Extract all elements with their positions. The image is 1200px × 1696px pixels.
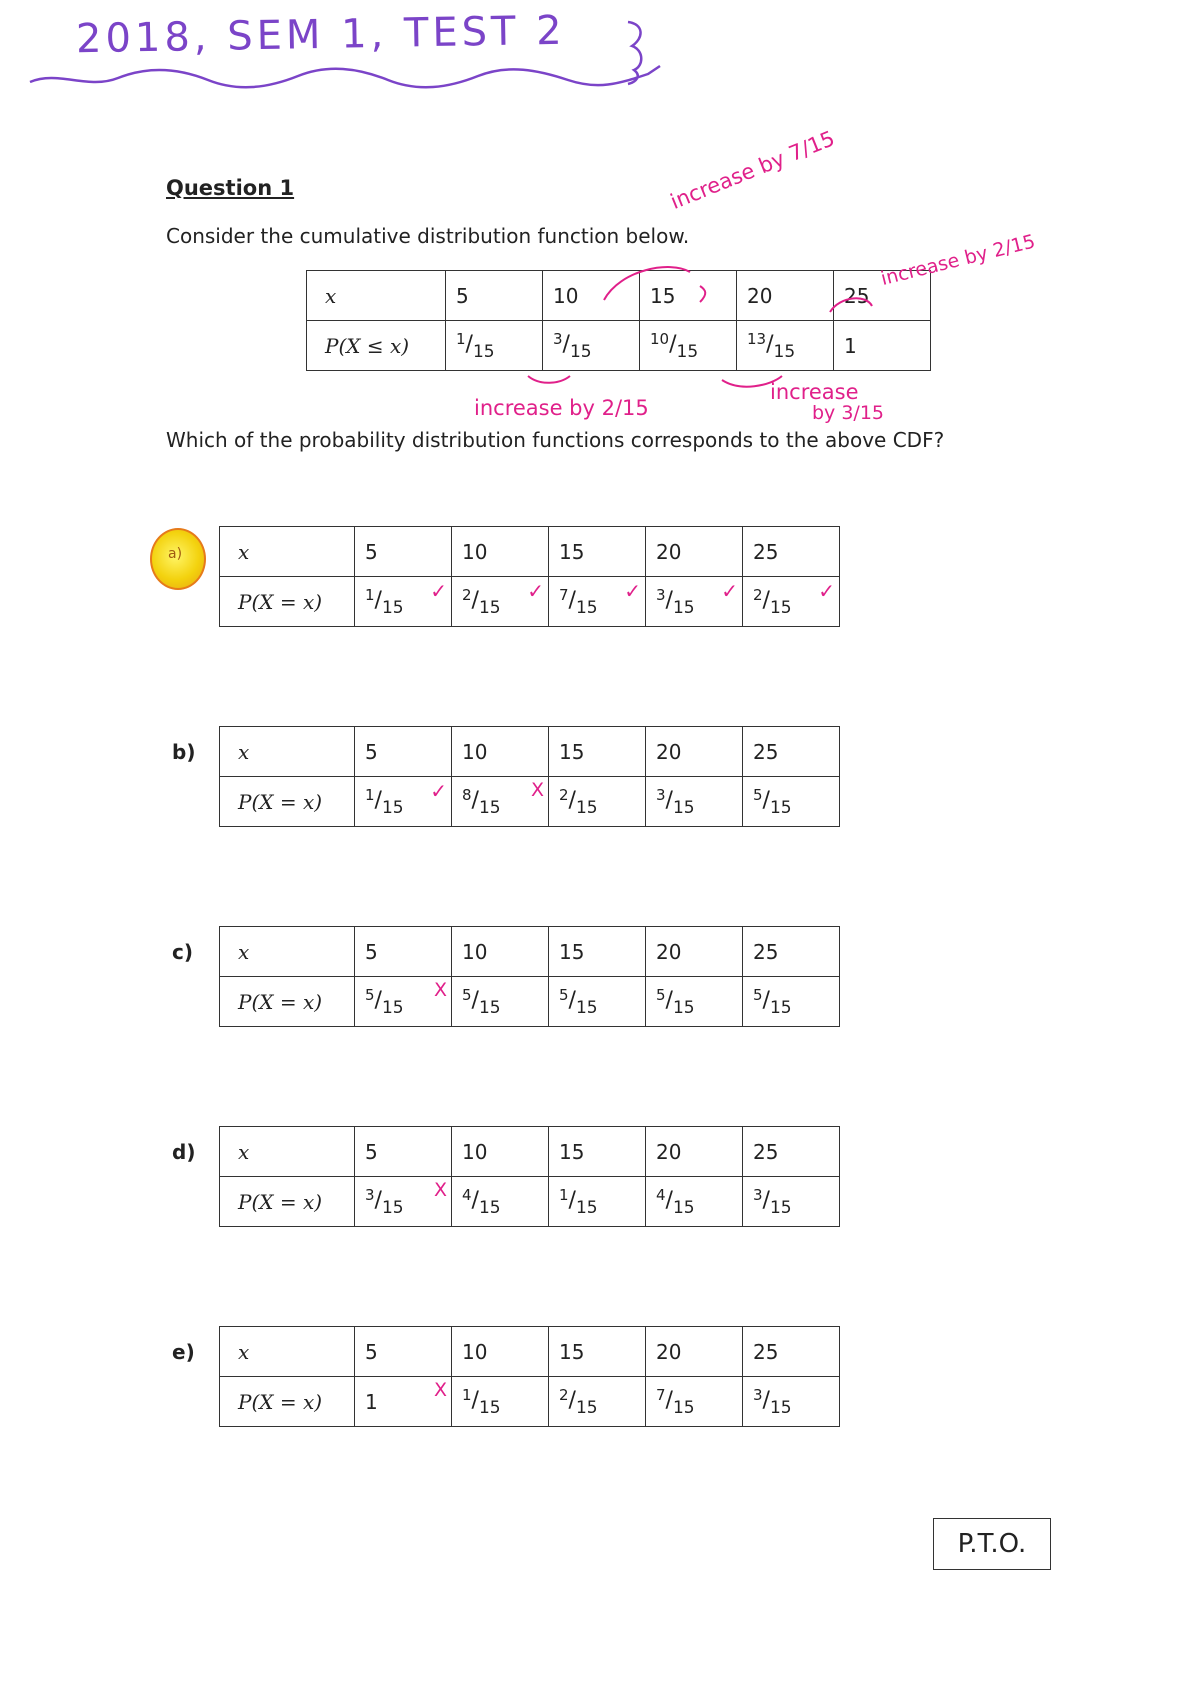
option-p-label: P(X = x) — [220, 777, 355, 827]
fraction — [559, 585, 598, 618]
option-x-label: x — [220, 1327, 355, 1377]
denominator: 15 — [676, 341, 699, 362]
option-label: e) — [172, 1340, 195, 1364]
numerator: 5 — [753, 985, 763, 1004]
option-x-cell: 5 — [355, 527, 452, 577]
numerator: 5 — [462, 985, 472, 1004]
fraction — [656, 1185, 695, 1218]
option-x-cell: 20 — [646, 727, 743, 777]
option-x-cell: 25 — [743, 927, 840, 977]
option-x-label: x — [220, 1127, 355, 1177]
fraction-slash: / — [562, 331, 570, 357]
fraction — [462, 1185, 501, 1218]
tick-mark-icon: ✓ — [430, 579, 447, 603]
denominator: 15 — [569, 341, 592, 362]
option-x-row — [220, 927, 840, 977]
numerator: 3 — [656, 785, 666, 804]
fraction-slash: / — [374, 787, 382, 813]
option-p-cell — [452, 977, 549, 1027]
handwritten-brace — [622, 18, 652, 88]
denominator: 15 — [575, 1197, 598, 1218]
denominator: 15 — [478, 797, 501, 818]
whole-value: 1 — [365, 1389, 378, 1414]
option-p-cell — [743, 1377, 840, 1427]
option-p-cell — [355, 977, 452, 1027]
numerator: 3 — [656, 585, 666, 604]
question-intro: Consider the cumulative distribution function below. — [166, 224, 690, 248]
option-x-row — [220, 1127, 840, 1177]
numerator: 1 — [462, 1385, 472, 1404]
option-x-cell: 15 — [549, 727, 646, 777]
numerator: 5 — [656, 985, 666, 1004]
option-label: d) — [172, 1140, 196, 1164]
fraction — [559, 785, 598, 818]
option-p-row — [220, 577, 840, 627]
annotation-bottom-right-1: increase — [770, 380, 859, 404]
option-p-cell — [549, 1377, 646, 1427]
denominator: 15 — [672, 597, 695, 618]
option-p-cell — [743, 977, 840, 1027]
option-x-cell: 5 — [355, 1327, 452, 1377]
tick-mark-icon: ✓ — [430, 779, 447, 803]
cdf-x-cell: 15 — [640, 271, 737, 321]
fraction-slash: / — [471, 1387, 479, 1413]
annotation-arrows — [500, 260, 920, 400]
option-x-cell: 5 — [355, 1127, 452, 1177]
option-p-cell — [452, 577, 549, 627]
option-x-cell: 15 — [549, 927, 646, 977]
denominator: 15 — [575, 997, 598, 1018]
numerator: 1 — [365, 585, 375, 604]
fraction-slash: / — [568, 987, 576, 1013]
denominator: 15 — [381, 997, 404, 1018]
fraction — [559, 1385, 598, 1418]
denominator: 15 — [773, 341, 796, 362]
denominator: 15 — [478, 597, 501, 618]
denominator: 15 — [478, 1397, 501, 1418]
numerator: 2 — [462, 585, 472, 604]
numerator: 8 — [462, 785, 472, 804]
option-label: b) — [172, 740, 196, 764]
denominator: 15 — [575, 1397, 598, 1418]
numerator: 5 — [365, 985, 375, 1004]
option-p-cell — [549, 777, 646, 827]
option-x-cell: 10 — [452, 527, 549, 577]
option-p-cell — [355, 777, 452, 827]
denominator: 15 — [672, 1397, 695, 1418]
option-table — [219, 1126, 840, 1227]
denominator: 15 — [769, 597, 792, 618]
fraction-slash: / — [471, 1187, 479, 1213]
option-p-cell — [646, 577, 743, 627]
cdf-x-cell: 10 — [543, 271, 640, 321]
option-table — [219, 1326, 840, 1427]
denominator: 15 — [769, 1397, 792, 1418]
option-x-cell: 15 — [549, 1127, 646, 1177]
tick-mark-icon: ✓ — [527, 579, 544, 603]
option-p-cell — [743, 1177, 840, 1227]
numerator: 3 — [553, 329, 563, 348]
tick-mark-icon: ✓ — [624, 579, 641, 603]
fraction-slash: / — [665, 587, 673, 613]
question-heading: Question 1 — [166, 176, 295, 200]
option-x-cell: 10 — [452, 727, 549, 777]
fraction — [365, 585, 404, 618]
option-x-cell: 25 — [743, 1127, 840, 1177]
fraction — [753, 985, 792, 1018]
option-x-row — [220, 727, 840, 777]
fraction-slash: / — [762, 987, 770, 1013]
numerator: 3 — [365, 1185, 375, 1204]
option-p-cell — [355, 577, 452, 627]
denominator: 15 — [769, 1197, 792, 1218]
denominator: 15 — [575, 797, 598, 818]
option-x-cell: 25 — [743, 527, 840, 577]
fraction — [365, 1185, 404, 1218]
cross-mark-icon: X — [433, 979, 447, 1001]
option-table — [219, 926, 840, 1027]
denominator: 15 — [478, 1197, 501, 1218]
fraction — [462, 1385, 501, 1418]
denominator: 15 — [769, 997, 792, 1018]
option-p-cell — [355, 1377, 452, 1427]
option-p-cell — [549, 1177, 646, 1227]
option-p-cell — [646, 777, 743, 827]
fraction — [559, 985, 598, 1018]
numerator: 3 — [753, 1185, 763, 1204]
cdf-x-cell: 5 — [446, 271, 543, 321]
option-x-cell: 10 — [452, 927, 549, 977]
cdf-p-label: P(X ≤ x) — [307, 321, 446, 371]
denominator: 15 — [672, 1197, 695, 1218]
fraction — [462, 785, 501, 818]
denominator: 15 — [769, 797, 792, 818]
option-p-cell — [452, 1177, 549, 1227]
option-p-label: P(X = x) — [220, 977, 355, 1027]
denominator: 15 — [472, 341, 495, 362]
fraction-slash: / — [762, 1387, 770, 1413]
fraction — [753, 1385, 792, 1418]
option-x-cell: 15 — [549, 1327, 646, 1377]
annotation-right: increase by 2/15 — [878, 230, 1038, 290]
fraction-slash: / — [374, 1187, 382, 1213]
option-x-cell: 5 — [355, 927, 452, 977]
numerator: 7 — [656, 1385, 666, 1404]
option-p-cell — [549, 577, 646, 627]
whole-value: 1 — [844, 333, 857, 358]
cdf-x-cell: 25 — [834, 271, 931, 321]
pto-box: P.T.O. — [933, 1518, 1051, 1570]
option-p-cell — [646, 977, 743, 1027]
option-p-label: P(X = x) — [220, 577, 355, 627]
numerator: 10 — [650, 329, 670, 348]
fraction-slash: / — [669, 331, 677, 357]
tick-mark-icon: ✓ — [721, 579, 738, 603]
numerator: 13 — [747, 329, 767, 348]
fraction-slash: / — [568, 1387, 576, 1413]
option-p-cell — [549, 977, 646, 1027]
annotation-top: increase by 7/15 — [667, 126, 839, 214]
fraction-slash: / — [766, 331, 774, 357]
question-prompt: Which of the probability distribution functions corresponds to the above CDF? — [166, 428, 945, 452]
fraction-slash: / — [762, 587, 770, 613]
annotation-bottom-right-2: by 3/15 — [812, 402, 885, 424]
fraction-slash: / — [471, 587, 479, 613]
tick-mark-icon: ✓ — [818, 579, 835, 603]
numerator: 2 — [559, 1385, 569, 1404]
fraction-slash: / — [374, 587, 382, 613]
numerator: 3 — [753, 1385, 763, 1404]
numerator: 4 — [656, 1185, 666, 1204]
option-table — [219, 726, 840, 827]
fraction — [753, 785, 792, 818]
option-x-cell: 25 — [743, 1327, 840, 1377]
fraction-slash: / — [568, 787, 576, 813]
option-label: c) — [172, 940, 193, 964]
numerator: 7 — [559, 585, 569, 604]
option-p-cell — [355, 1177, 452, 1227]
option-p-cell — [452, 1377, 549, 1427]
fraction — [753, 585, 792, 618]
fraction-slash: / — [568, 1187, 576, 1213]
option-x-row — [220, 1327, 840, 1377]
cross-mark-icon: X — [433, 1379, 447, 1401]
option-x-cell: 20 — [646, 927, 743, 977]
option-p-row — [220, 777, 840, 827]
fraction-slash: / — [665, 1187, 673, 1213]
option-x-cell: 25 — [743, 727, 840, 777]
option-x-cell: 5 — [355, 727, 452, 777]
fraction — [753, 1185, 792, 1218]
fraction — [456, 329, 495, 362]
handwritten-title: 2018, SEM 1, TEST 2 — [75, 7, 567, 63]
denominator: 15 — [478, 997, 501, 1018]
fraction-slash: / — [568, 587, 576, 613]
option-p-row — [220, 1177, 840, 1227]
option-p-cell — [646, 1177, 743, 1227]
option-x-cell: 20 — [646, 1327, 743, 1377]
fraction-slash: / — [762, 1187, 770, 1213]
numerator: 5 — [753, 785, 763, 804]
fraction — [365, 985, 404, 1018]
numerator: 5 — [559, 985, 569, 1004]
option-x-cell: 20 — [646, 1127, 743, 1177]
denominator: 15 — [381, 597, 404, 618]
fraction — [656, 985, 695, 1018]
option-p-row — [220, 1377, 840, 1427]
cdf-x-cell: 20 — [737, 271, 834, 321]
option-p-label: P(X = x) — [220, 1377, 355, 1427]
annotation-bottom-left: increase by 2/15 — [474, 396, 649, 420]
denominator: 15 — [381, 797, 404, 818]
fraction-slash: / — [465, 331, 473, 357]
numerator: 4 — [462, 1185, 472, 1204]
option-x-cell: 10 — [452, 1127, 549, 1177]
fraction-slash: / — [665, 787, 673, 813]
option-p-row — [220, 977, 840, 1027]
fraction-slash: / — [665, 1387, 673, 1413]
handwritten-underline — [28, 62, 668, 92]
fraction — [462, 585, 501, 618]
circle-label: a) — [168, 546, 183, 562]
option-p-cell — [646, 1377, 743, 1427]
fraction-slash: / — [471, 787, 479, 813]
fraction-slash: / — [665, 987, 673, 1013]
cdf-x-label: x — [307, 271, 446, 321]
denominator: 15 — [672, 997, 695, 1018]
fraction — [559, 1185, 598, 1218]
option-x-cell: 15 — [549, 527, 646, 577]
denominator: 15 — [575, 597, 598, 618]
option-x-label: x — [220, 527, 355, 577]
numerator: 1 — [365, 785, 375, 804]
option-p-cell — [743, 577, 840, 627]
denominator: 15 — [672, 797, 695, 818]
numerator: 1 — [456, 329, 466, 348]
option-p-label: P(X = x) — [220, 1177, 355, 1227]
option-x-row — [220, 527, 840, 577]
fraction — [656, 1385, 695, 1418]
fraction — [462, 985, 501, 1018]
numerator: 2 — [753, 585, 763, 604]
fraction — [656, 585, 695, 618]
option-x-cell: 10 — [452, 1327, 549, 1377]
fraction-slash: / — [762, 787, 770, 813]
option-x-label: x — [220, 727, 355, 777]
option-x-label: x — [220, 927, 355, 977]
fraction-slash: / — [374, 987, 382, 1013]
fraction — [656, 785, 695, 818]
option-p-cell — [743, 777, 840, 827]
fraction — [365, 785, 404, 818]
cross-mark-icon: X — [530, 779, 544, 801]
option-x-cell: 20 — [646, 527, 743, 577]
numerator: 2 — [559, 785, 569, 804]
fraction-slash: / — [471, 987, 479, 1013]
numerator: 1 — [559, 1185, 569, 1204]
option-p-cell — [452, 777, 549, 827]
denominator: 15 — [381, 1197, 404, 1218]
option-table — [219, 526, 840, 627]
cross-mark-icon: X — [433, 1179, 447, 1201]
